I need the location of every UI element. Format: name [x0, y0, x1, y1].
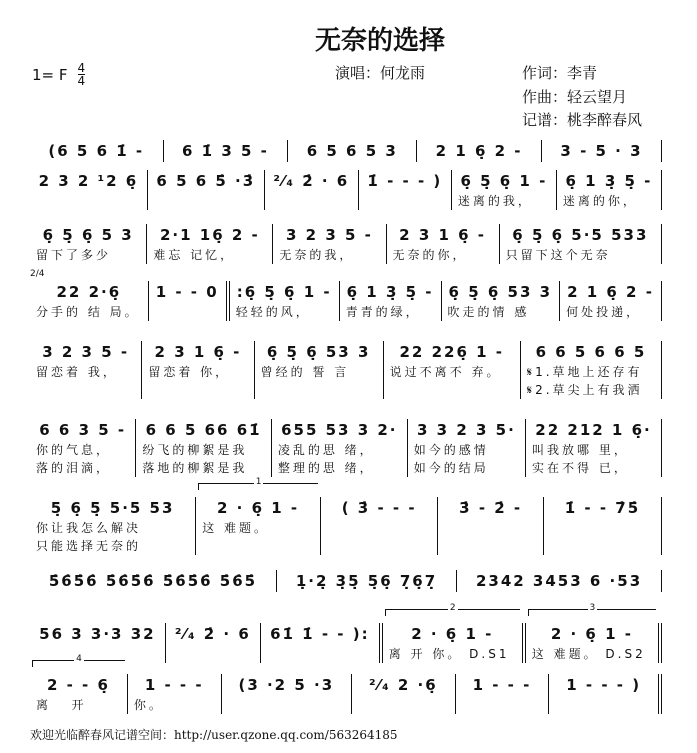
notes: 22 2·6̣	[56, 283, 122, 301]
score-row	[30, 419, 662, 477]
measure	[321, 497, 438, 555]
measure	[352, 674, 456, 714]
lyric-line: 留恋着 我，	[36, 365, 118, 379]
notes: 61̇ 1̇ - - ):	[270, 625, 370, 643]
score-row	[30, 477, 662, 555]
lyric-line: 迷离的你，	[562, 194, 638, 208]
notes: 22 226̣ 1 -	[399, 343, 505, 361]
composer: 作曲：轻云望月	[522, 88, 628, 106]
measure	[500, 224, 662, 264]
lyricist: 作词：李青	[522, 64, 598, 82]
notes: 2 1 6̣ 2 -	[435, 142, 523, 160]
lyric-line: 曾经的 誓 言	[260, 365, 350, 379]
measure	[408, 419, 526, 477]
notes: 2 · 6̣ 1 -	[411, 625, 494, 643]
measure	[222, 674, 353, 714]
notes: 6 6 5 66 61̇	[145, 421, 262, 439]
notes: 2 · 6̣ 1 -	[217, 499, 300, 517]
notes: (3 ·2 5 ·3	[238, 676, 335, 694]
time-signature	[78, 62, 86, 87]
page-title: 无奈的选择	[314, 26, 445, 56]
lyric-line: 你。	[133, 698, 164, 712]
measure	[526, 603, 662, 663]
notes: 2 3 2 ¹2 6̣	[38, 172, 139, 190]
lyric-line: 只能选择无奈的	[36, 539, 142, 553]
lyric-line: 凌乱的思 绪，	[277, 443, 375, 457]
notes: 1 - - 0	[155, 283, 219, 301]
footer-text: 欢迎光临醉春风记谱空间：http://user.qzone.qq.com/563264185	[30, 728, 398, 742]
lyric-line: 说过不离不 弃。	[389, 365, 502, 379]
measure	[277, 570, 457, 592]
lyric-line: 无奈的我，	[279, 248, 355, 262]
lyric-line: 落地的柳絮是我	[142, 461, 248, 475]
measure	[147, 224, 273, 264]
measure	[255, 341, 384, 399]
measure	[384, 341, 521, 399]
measure	[272, 419, 408, 477]
notes: 3 3 2 3 5·	[417, 421, 516, 439]
volta-bracket	[32, 654, 125, 667]
measure	[30, 140, 164, 162]
notes: 2 · 6̣ 1 -	[550, 625, 633, 643]
measure	[196, 477, 321, 555]
notes: 2 3 1 6̣ -	[399, 226, 487, 244]
lyric-line: 实在不得 已，	[532, 461, 629, 475]
lyric-line: 吹走的情 感	[447, 305, 530, 319]
notes: 22 212 1 6̣·	[535, 421, 652, 439]
measure	[452, 170, 557, 210]
notes: 1̇ - - 7̇5̇	[564, 499, 641, 517]
lyric-line: 落的泪滴，	[36, 461, 112, 475]
notes: 2 3 1 6̣ -	[154, 343, 242, 361]
notes: 6̣ 5̣ 6̣ 53 3	[448, 283, 553, 301]
notes: 1 - - - )	[566, 676, 642, 694]
notes: ²⁄₄ 2 ·6̣	[369, 676, 438, 694]
measure	[526, 419, 662, 477]
notes: ²⁄₄ 2̇ · 6	[174, 625, 251, 643]
measure	[438, 497, 544, 555]
notes: 3 2 3 5 -	[286, 226, 373, 244]
lyric-line: 轻轻的风，	[235, 305, 311, 319]
notes: 6̣ 1 3̣ 5̣ -	[565, 172, 653, 190]
score-row	[30, 140, 662, 162]
lyric-line: 迷离的我，	[457, 194, 533, 208]
measure	[30, 170, 148, 210]
notes: 6 5 6 5 3	[306, 142, 398, 160]
lyric-line: 𝄋2.草尖上有我洒	[526, 383, 643, 397]
notes: 6̣ 5̣ 6̣ 5 3	[42, 226, 134, 244]
measure	[30, 654, 128, 714]
score-row	[30, 170, 662, 210]
time-bottom: 4	[77, 74, 86, 88]
notes: 3 - 5 · 3	[560, 142, 643, 160]
notes: 3 2 3 5 -	[42, 343, 130, 361]
measure	[30, 419, 136, 477]
lyric-line: 这 难题。	[202, 521, 270, 535]
lyric-line: 整理的思 绪，	[277, 461, 375, 475]
notes: 5̣ 6̣ 5̣ 5·5 53	[50, 499, 175, 517]
score-row	[30, 570, 662, 592]
notes: 5̇6̇5̇6̇ 5̇6̇5̇6̇ 5̇6̇5̇6̇ 5̇6̇5̇	[48, 572, 258, 590]
lyric-line: 𝄋1.草地上还存有	[526, 365, 643, 379]
measure	[142, 341, 254, 399]
lyric-line: 留下了多少	[36, 248, 112, 262]
notes: ( 3̇ - - -	[341, 499, 417, 517]
notes: 1 - - -	[144, 676, 204, 694]
lyric-line: 青青的绿，	[345, 305, 421, 319]
time-top: 4	[77, 61, 86, 75]
notes: 6̣ 5̣ 6̣ 53 3	[266, 343, 371, 361]
measure	[417, 140, 542, 162]
volta-bracket	[198, 477, 318, 490]
lyric-line: 分手的 结 局。	[36, 305, 140, 319]
lyric-line: 叫我放哪 里，	[532, 443, 629, 457]
measure	[273, 224, 386, 264]
lyric-line: 只留下这个无奈	[505, 248, 611, 262]
measure	[359, 170, 452, 210]
lyric-line: 何处投递，	[566, 305, 642, 319]
measure	[30, 341, 142, 399]
notes: 3̇ - 2̇ -	[459, 499, 523, 517]
volta-number: 2	[449, 603, 456, 613]
notes: 2 - - 6̣	[46, 676, 110, 694]
measure	[30, 623, 166, 663]
transcriber: 记谱：桃李醉春风	[522, 111, 643, 129]
measure	[457, 570, 662, 592]
lyric-line: 无奈的你，	[392, 248, 468, 262]
notes: 655 53 3 2·	[281, 421, 398, 439]
score-row	[30, 269, 662, 321]
volta-bracket	[385, 603, 520, 616]
measure	[30, 497, 196, 555]
lyric-line: 纷飞的柳絮是我	[142, 443, 248, 457]
measure	[340, 281, 442, 321]
measure	[265, 170, 359, 210]
measure	[560, 281, 662, 321]
score-row	[30, 224, 662, 264]
measure	[521, 341, 662, 399]
lyric-line: 如今的结局	[413, 461, 489, 475]
key-label: 1= F	[32, 65, 68, 84]
notes: (6 5 6 1̇ -	[48, 142, 145, 160]
measure	[136, 419, 271, 477]
time-signature-change: 2/4	[30, 269, 45, 279]
notes: 6 1̇ 3 5 -	[182, 142, 269, 160]
measure	[549, 674, 662, 714]
measure	[230, 281, 340, 321]
lyric-line: 如今的感情	[413, 443, 489, 457]
measure	[149, 281, 230, 321]
lyric-line: 你让我怎么解决	[36, 521, 142, 535]
lyric-line: 这 难题。 D.S2	[531, 647, 646, 661]
notes: 6̣ 5̣ 6̣ 5·5 533	[512, 226, 649, 244]
singer: 演唱：何龙雨	[335, 64, 426, 82]
volta-number: 4	[76, 654, 82, 664]
notes: 1̣·2̣ 3̣5̣ 5̣6̣ 7̣6̣7̣	[295, 572, 438, 590]
measure	[128, 674, 222, 714]
lyric-line: 难忘 记忆，	[153, 248, 236, 262]
notes: 2·1 16̣ 2 -	[159, 226, 260, 244]
measure	[383, 603, 526, 663]
score-row	[30, 603, 662, 663]
notes: ²⁄₄ 2̇ · 6	[273, 172, 350, 190]
measure	[164, 140, 289, 162]
volta-bracket	[528, 603, 656, 616]
notes: 1̇ - - - )	[367, 172, 443, 190]
notes: 2342 3453 6 ·53	[475, 572, 643, 590]
score-row	[30, 341, 662, 399]
lyric-line: 离 开	[36, 698, 87, 712]
lyric-line: 离 开 你。 D.S1	[388, 647, 510, 661]
key-signature	[32, 62, 85, 87]
notes: 6 6 3 5 -	[39, 421, 127, 439]
measure	[30, 570, 277, 592]
measure	[30, 281, 149, 321]
measure	[288, 140, 417, 162]
lyric-line: 留恋着 你，	[148, 365, 231, 379]
measure	[387, 224, 500, 264]
notes: :6̣ 5̣ 6̣ 1 -	[236, 283, 332, 301]
measure	[456, 674, 550, 714]
notes: 6 6 5 6 6 5	[535, 343, 647, 361]
notes: 56 3 3·3 32	[39, 625, 156, 643]
measure	[542, 140, 662, 162]
notes: 6 5 6 5̇ ·3̇	[156, 172, 256, 190]
measure	[557, 170, 662, 210]
measure	[148, 170, 265, 210]
notes: 6̣ 1 3̣ 5̣ -	[346, 283, 434, 301]
notes: 1 - - -	[472, 676, 532, 694]
measure	[30, 224, 147, 264]
volta-number: 3	[589, 603, 596, 613]
notes: 2 1 6̣ 2 -	[567, 283, 654, 301]
measure	[166, 623, 261, 663]
notes: 6̣ 5̣ 6̣ 1 -	[460, 172, 548, 190]
volta-number: 1	[255, 477, 262, 487]
measure	[442, 281, 561, 321]
lyric-line: 你的气息，	[36, 443, 112, 457]
measure	[261, 623, 383, 663]
measure	[544, 497, 662, 555]
